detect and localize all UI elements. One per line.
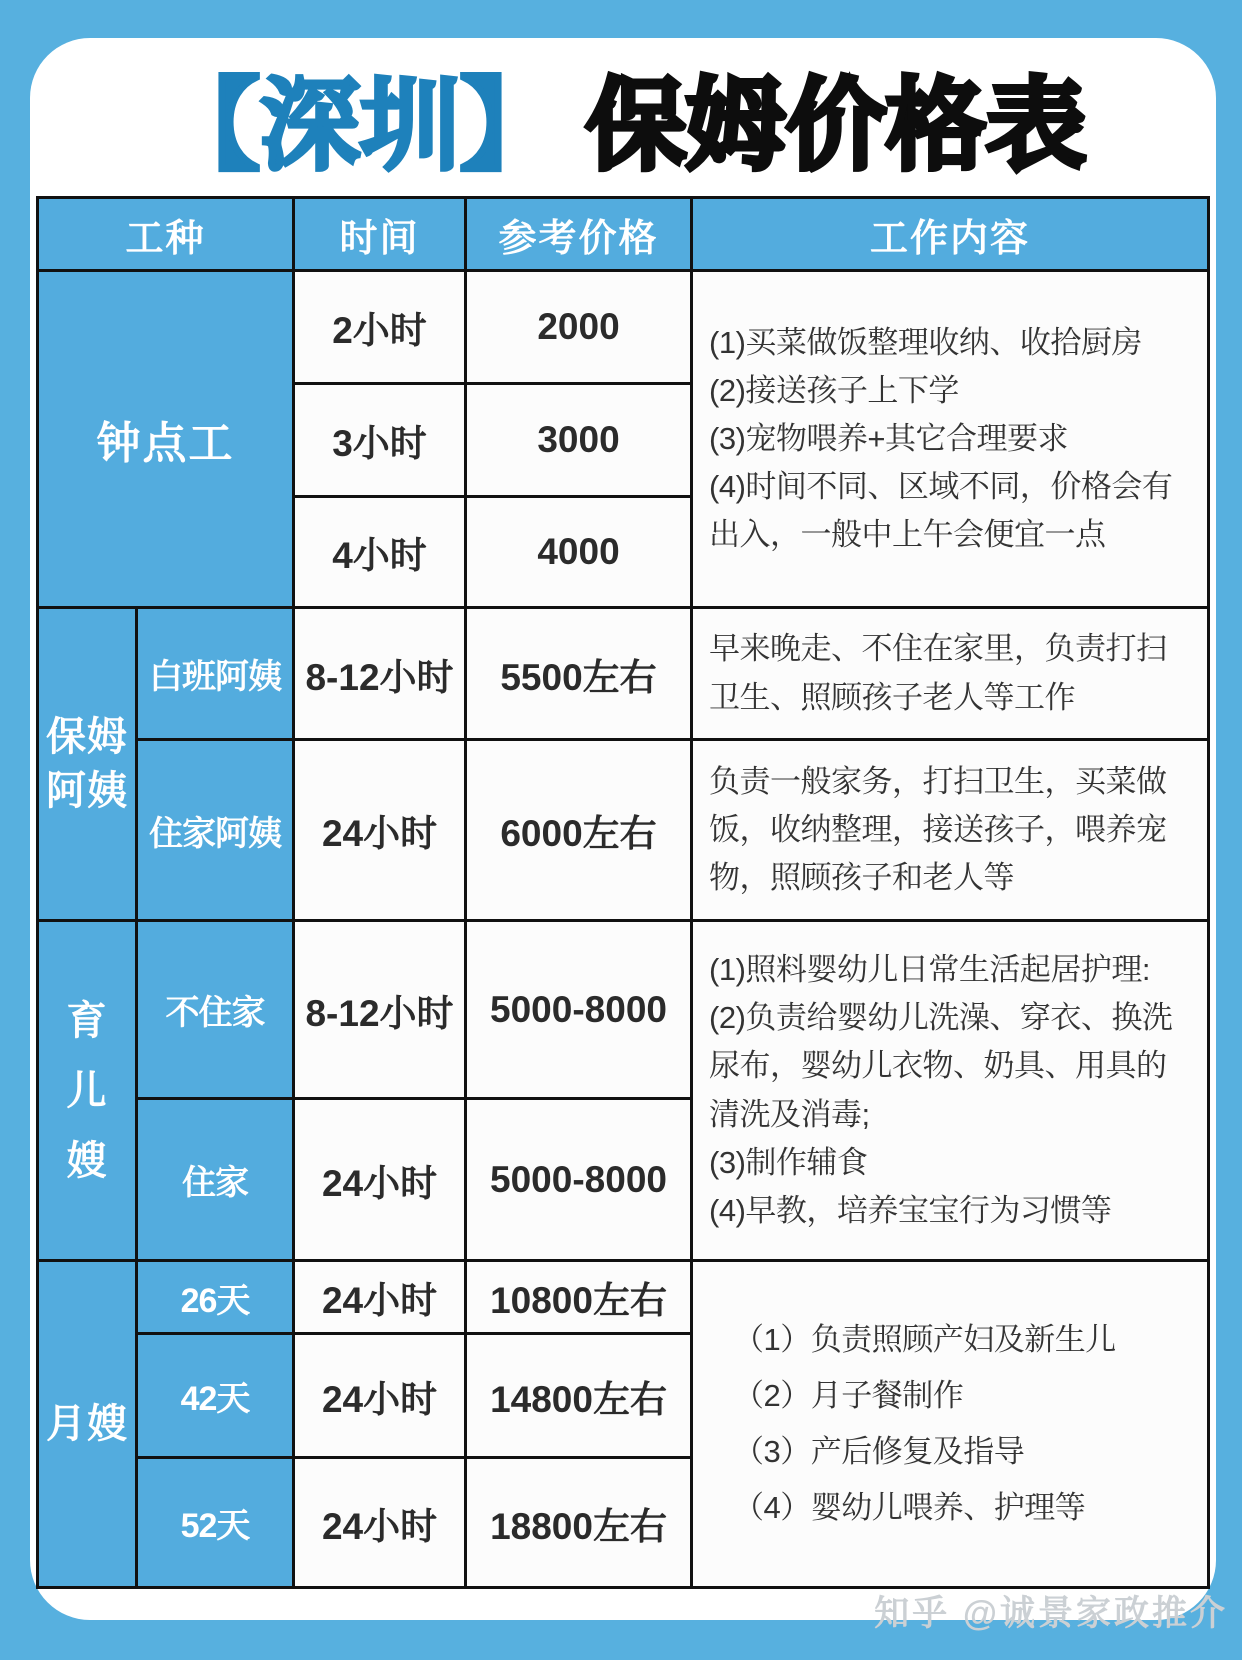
content-live-in-nanny: 负责一般家务，打扫卫生，买菜做饭，收纳整理，接送孩子，喂养宠物，照顾孩子和老人等 xyxy=(692,740,1209,921)
page-title xyxy=(36,60,1210,192)
group-line: 儿 xyxy=(66,1068,108,1113)
group-nanny xyxy=(38,608,137,921)
time-cell: 24小时 xyxy=(294,1334,466,1458)
time-cell: 8-12小时 xyxy=(294,921,466,1099)
group-maternity-matron xyxy=(38,1261,137,1588)
header-time: 时间 xyxy=(294,198,466,271)
content-line: （4）婴幼儿喂养、护理等 xyxy=(733,1490,1086,1526)
content-line: （1）负责照顾产妇及新生儿 xyxy=(733,1321,1116,1357)
content-line: （2）月子餐制作 xyxy=(733,1377,964,1413)
group-hourly-worker: 钟点工 xyxy=(38,271,294,608)
content-line: (1)照料婴幼儿日常生活起居护理: xyxy=(709,952,1151,988)
content-hourly-worker xyxy=(692,271,1209,608)
sub-label-42-days: 42天 xyxy=(137,1334,294,1458)
content-maternity-matron xyxy=(692,1261,1209,1588)
content-childcare xyxy=(692,921,1209,1261)
time-cell: 24小时 xyxy=(294,1261,466,1334)
content-line: (1)买菜做饭整理收纳、收拾厨房 xyxy=(709,324,1142,360)
price-cell: 4000 xyxy=(466,497,692,608)
table-row xyxy=(38,1261,1209,1334)
price-table xyxy=(36,196,1210,1589)
time-cell: 2小时 xyxy=(294,271,466,384)
watermark: 知乎 @诚景家政推介 xyxy=(874,1594,1228,1633)
time-cell: 8-12小时 xyxy=(294,608,466,740)
group-childcare xyxy=(38,921,137,1261)
time-cell: 24小时 xyxy=(294,740,466,921)
price-cell: 5500左右 xyxy=(466,608,692,740)
sub-label-day-nanny: 白班阿姨 xyxy=(137,608,294,740)
content-day-nanny: 早来晚走、不住在家里，负责打扫卫生、照顾孩子老人等工作 xyxy=(692,608,1209,740)
price-cell: 18800左右 xyxy=(466,1458,692,1588)
header-price: 参考价格 xyxy=(466,198,692,271)
sub-label-live-in: 住家 xyxy=(137,1099,294,1261)
sub-label-not-live-in: 不住家 xyxy=(137,921,294,1099)
price-cell: 2000 xyxy=(466,271,692,384)
table-row xyxy=(38,921,1209,1099)
table-row xyxy=(38,271,1209,384)
time-cell: 3小时 xyxy=(294,384,466,497)
sub-label-live-in-nanny: 住家阿姨 xyxy=(137,740,294,921)
price-cell: 6000左右 xyxy=(466,740,692,921)
group-line: 月嫂 xyxy=(46,1402,128,1446)
content-line: (2)负责给婴幼儿洗澡、穿衣、换洗尿布，婴幼儿衣物、奶具、用具的清洗及消毒; xyxy=(709,1000,1173,1132)
price-cell: 3000 xyxy=(466,384,692,497)
group-line: 保姆 xyxy=(46,715,128,759)
price-cell: 5000-8000 xyxy=(466,1099,692,1261)
price-cell: 10800左右 xyxy=(466,1261,692,1334)
table-row xyxy=(38,740,1209,921)
content-line: (2)接送孩子上下学 xyxy=(709,372,959,408)
sub-label-52-days: 52天 xyxy=(137,1458,294,1588)
group-line: 阿姨 xyxy=(46,769,128,813)
header-content: 工作内容 xyxy=(692,198,1209,271)
sub-label-26-days: 26天 xyxy=(137,1261,294,1334)
time-cell: 24小时 xyxy=(294,1458,466,1588)
time-cell: 4小时 xyxy=(294,497,466,608)
content-line: （3）产后修复及指导 xyxy=(733,1434,1025,1469)
content-line: (3)制作辅食 xyxy=(709,1144,868,1180)
time-cell: 24小时 xyxy=(294,1099,466,1261)
table-header-row xyxy=(38,198,1209,271)
price-cell: 14800左右 xyxy=(466,1334,692,1458)
price-cell: 5000-8000 xyxy=(466,921,692,1099)
group-line: 嫂 xyxy=(66,1138,108,1183)
title-main: 保姆价格表 xyxy=(586,70,1086,182)
content-line: (4)时间不同、区域不同，价格会有出入，一般中上午会便宜一点 xyxy=(709,469,1173,553)
title-location: 【深圳】 xyxy=(160,70,560,182)
content-line: (3)宠物喂养+其它合理要求 xyxy=(709,420,1069,456)
table-row xyxy=(38,608,1209,740)
content-line: (4)早教，培养宝宝行为习惯等 xyxy=(709,1192,1112,1228)
group-line: 育 xyxy=(66,998,108,1043)
header-job-type: 工种 xyxy=(38,198,294,271)
poster-card xyxy=(30,38,1216,1620)
